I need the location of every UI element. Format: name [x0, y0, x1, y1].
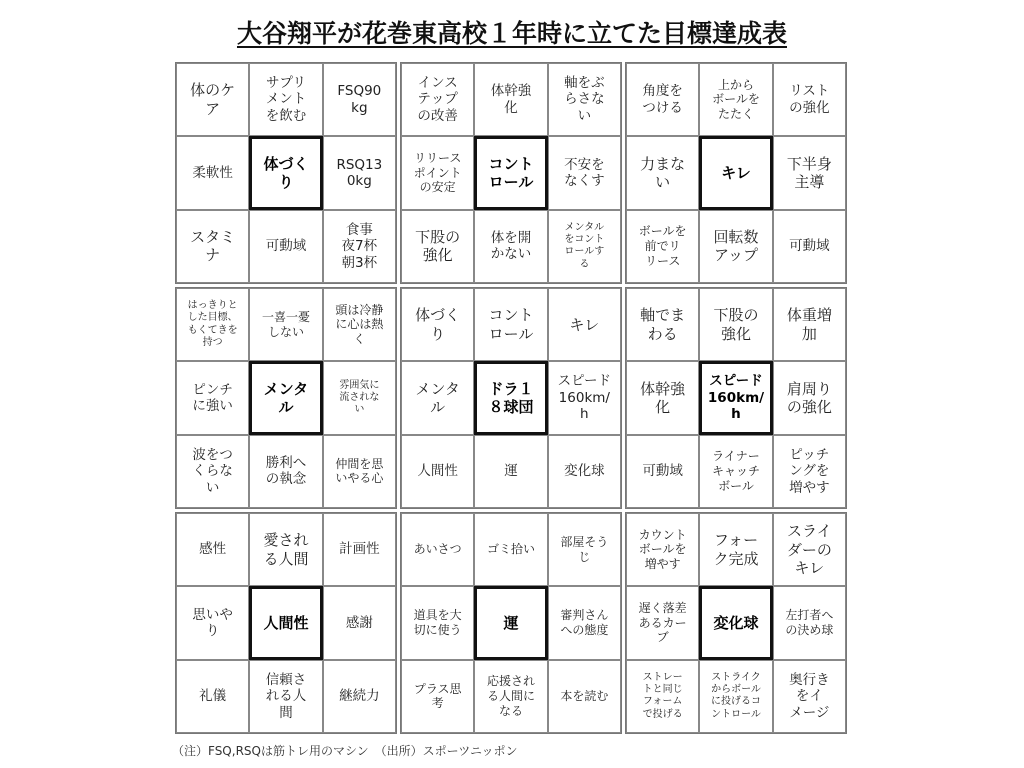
- block-core-goal: ドラ１ ８球団: [474, 361, 547, 434]
- goal-cell: 計画性: [323, 513, 396, 586]
- goal-cell: スピード 160km/ h: [548, 361, 621, 434]
- goal-cell: 上から ボールを たたく: [699, 63, 772, 136]
- goal-cell: 力まな い: [626, 136, 699, 209]
- block-core-goal: 変化球: [699, 586, 772, 659]
- goal-cell: 礼儀: [176, 660, 249, 733]
- goal-cell: 可動域: [626, 435, 699, 508]
- goal-cell: フォー ク完成: [699, 513, 772, 586]
- block-core-goal: スピード 160km/ h: [699, 361, 772, 434]
- goal-block: [400, 287, 622, 509]
- goal-cell: インス テップ の改善: [401, 63, 474, 136]
- goal-cell: 継続力: [323, 660, 396, 733]
- goal-cell: 軸をぶ らさな い: [548, 63, 621, 136]
- goal-cell: 体重増 加: [773, 288, 846, 361]
- goal-cell: コント ロール: [474, 288, 547, 361]
- goal-cell: 可動域: [249, 210, 322, 283]
- goal-cell: 仲間を思 いやる心: [323, 435, 396, 508]
- goal-cell: 体幹強 化: [474, 63, 547, 136]
- goal-cell: 応援され る人間に なる: [474, 660, 547, 733]
- goal-cell: 波をつ くらな い: [176, 435, 249, 508]
- goal-block: [400, 62, 622, 284]
- goal-cell: 審判さん への態度: [548, 586, 621, 659]
- block-core-goal: 人間性: [249, 586, 322, 659]
- goal-cell: 下股の 強化: [699, 288, 772, 361]
- goal-cell: ストライク からボール に投げるコ ントロール: [699, 660, 772, 733]
- goal-cell: 部屋そう じ: [548, 513, 621, 586]
- goal-cell: 下股の 強化: [401, 210, 474, 283]
- goal-cell: リリース ポイント の安定: [401, 136, 474, 209]
- goal-cell: 軸でま わる: [626, 288, 699, 361]
- block-core-goal: キレ: [699, 136, 772, 209]
- goal-cell: メンタ ル: [401, 361, 474, 434]
- goal-cell: ピンチ に強い: [176, 361, 249, 434]
- goal-cell: 雰囲気に 流されな い: [323, 361, 396, 434]
- goal-cell: 思いや り: [176, 586, 249, 659]
- goal-cell: 体づく り: [401, 288, 474, 361]
- goal-cell: ストレー トと同じ フォーム で投げる: [626, 660, 699, 733]
- goal-cell: スライ ダーの キレ: [773, 513, 846, 586]
- block-core-goal: 体づく り: [249, 136, 322, 209]
- goal-cell: 愛され る人間: [249, 513, 322, 586]
- block-core-goal: 運: [474, 586, 547, 659]
- goal-cell: 肩周り の強化: [773, 361, 846, 434]
- goal-cell: 感謝: [323, 586, 396, 659]
- goal-cell: 本を読む: [548, 660, 621, 733]
- goal-block: [625, 287, 847, 509]
- mandala-chart: [175, 62, 847, 734]
- goal-cell: スタミ ナ: [176, 210, 249, 283]
- goal-cell: RSQ13 0kg: [323, 136, 396, 209]
- goal-cell: 下半身 主導: [773, 136, 846, 209]
- goal-cell: 体幹強 化: [626, 361, 699, 434]
- chart-title: 大谷翔平が花巻東高校１年時に立てた目標達成表: [236, 19, 787, 48]
- goal-cell: 道具を大 切に使う: [401, 586, 474, 659]
- goal-cell: 一喜一憂 しない: [249, 288, 322, 361]
- goal-block: [175, 512, 397, 734]
- goal-cell: 不安を なくす: [548, 136, 621, 209]
- goal-cell: メンタル をコント ロールす る: [548, 210, 621, 283]
- goal-block: [400, 512, 622, 734]
- goal-cell: 変化球: [548, 435, 621, 508]
- goal-cell: 奥行き をイ メージ: [773, 660, 846, 733]
- goal-cell: 角度を つける: [626, 63, 699, 136]
- goal-cell: 体のケ ア: [176, 63, 249, 136]
- block-core-goal: メンタ ル: [249, 361, 322, 434]
- goal-cell: あいさつ: [401, 513, 474, 586]
- goal-cell: ライナー キャッチ ボール: [699, 435, 772, 508]
- goal-cell: 可動域: [773, 210, 846, 283]
- footnote: （注）FSQ,RSQは筋トレ用のマシン （出所）スポーツニッポン: [172, 744, 518, 758]
- goal-cell: 感性: [176, 513, 249, 586]
- goal-block: [625, 512, 847, 734]
- goal-cell: ボールを 前でリ リース: [626, 210, 699, 283]
- goal-cell: 食事 夜7杯 朝3杯: [323, 210, 396, 283]
- goal-cell: 信頼さ れる人 間: [249, 660, 322, 733]
- goal-block: [175, 62, 397, 284]
- goal-cell: 人間性: [401, 435, 474, 508]
- goal-cell: プラス思 考: [401, 660, 474, 733]
- goal-block: [175, 287, 397, 509]
- goal-cell: 左打者へ の決め球: [773, 586, 846, 659]
- goal-cell: 柔軟性: [176, 136, 249, 209]
- goal-cell: 体を開 かない: [474, 210, 547, 283]
- goal-cell: 勝利へ の執念: [249, 435, 322, 508]
- goal-cell: 回転数 アップ: [699, 210, 772, 283]
- goal-cell: 運: [474, 435, 547, 508]
- goal-block: [625, 62, 847, 284]
- goal-cell: カウント ボールを 増やす: [626, 513, 699, 586]
- goal-cell: はっきりと した目標、 もくてきを 持つ: [176, 288, 249, 361]
- goal-cell: 頭は冷静 に心は熱 く: [323, 288, 396, 361]
- block-core-goal: コント ロール: [474, 136, 547, 209]
- goal-cell: FSQ90 kg: [323, 63, 396, 136]
- goal-cell: ゴミ拾い: [474, 513, 547, 586]
- goal-cell: ピッチ ングを 増やす: [773, 435, 846, 508]
- goal-cell: サプリ メント を飲む: [249, 63, 322, 136]
- goal-cell: リスト の強化: [773, 63, 846, 136]
- goal-cell: キレ: [548, 288, 621, 361]
- goal-cell: 遅く落差 あるカー ブ: [626, 586, 699, 659]
